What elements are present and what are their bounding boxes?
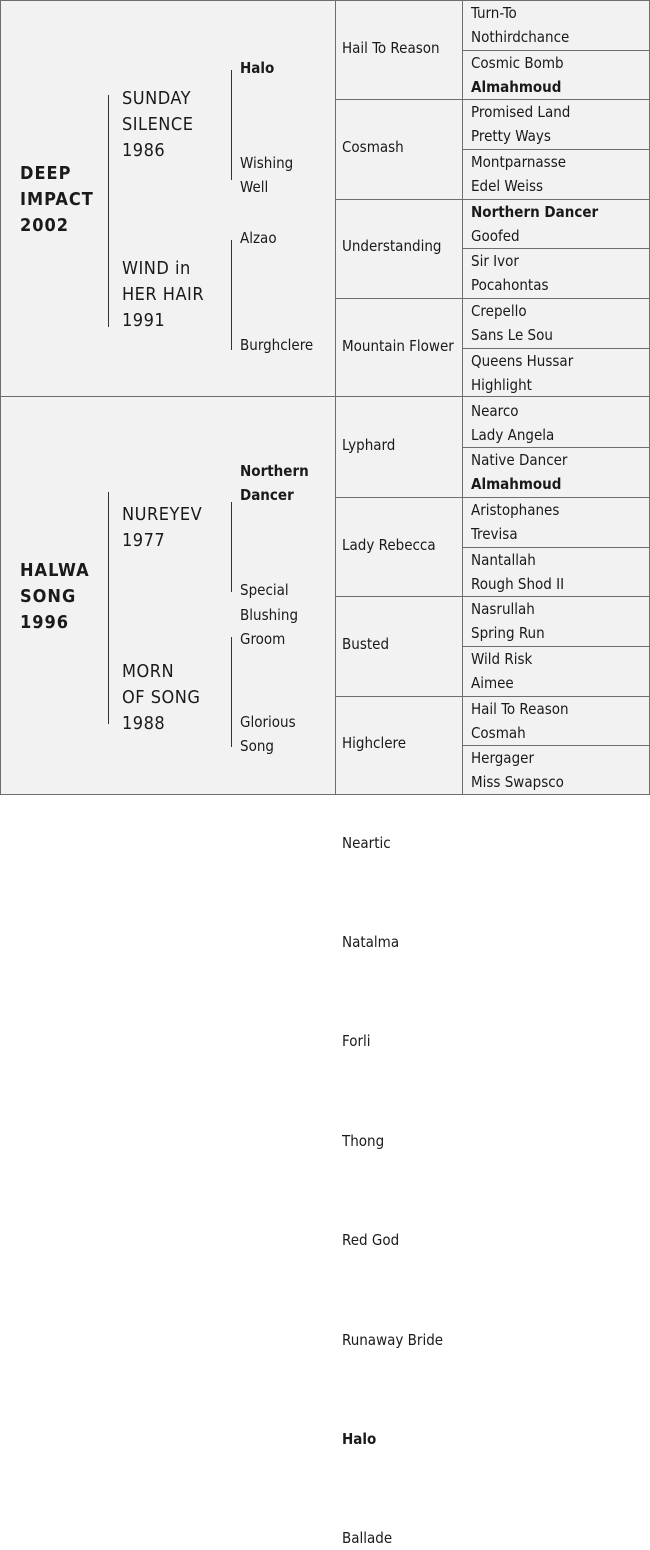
grandparent-name-line: Groom: [240, 630, 286, 648]
great-great-grandparent-pair-line: Hail To Reason: [471, 699, 569, 718]
great-grandparent-name-line: Mountain Flower: [342, 336, 454, 355]
great-great-grandparent-pair-line: Lady Angela: [471, 425, 555, 444]
sire-name-line: 2002: [20, 214, 70, 236]
grandparent-name: [240, 226, 277, 250]
parent-name: [122, 86, 193, 164]
great-great-grandparent-pair-line: Edel Weiss: [471, 177, 544, 196]
great-great-grandparent-pair: [471, 100, 570, 148]
great-grandparent-name-line: Red God: [342, 1231, 400, 1250]
great-great-grandparent-pair: [471, 597, 545, 645]
great-great-grandparent-pair-line: Northern Dancer: [471, 202, 599, 221]
parent-name-line: OF SONG: [122, 687, 201, 708]
great-great-grandparent-pair: [471, 746, 564, 794]
grandparent-name: [240, 333, 313, 357]
great-grandparent-name-line: Ballade: [342, 1529, 393, 1548]
parent-name-line: HER HAIR: [122, 284, 205, 305]
great-grandparent-name-line: Busted: [342, 634, 390, 653]
grandparent-name: [240, 710, 296, 758]
great-grandparent-name-line: Natalma: [342, 933, 400, 952]
parent-name: [122, 659, 200, 737]
sire-name: [20, 161, 94, 239]
grandparent-name-line: Song: [240, 737, 274, 755]
great-great-grandparent-pair: [471, 647, 532, 695]
grandparent-name-line: Alzao: [240, 229, 277, 247]
great-great-grandparent-pair-line: Trevisa: [471, 524, 518, 543]
parent-name-line: SUNDAY: [122, 88, 191, 109]
great-great-grandparent-pair-line: Spring Run: [471, 624, 545, 643]
grandparent-name-line: Northern: [240, 462, 309, 480]
great-great-grandparent-pair-line: Hergager: [471, 749, 534, 768]
great-grandparent-name-line: Hail To Reason: [342, 38, 440, 57]
great-great-grandparent-pair-line: Wild Risk: [471, 649, 533, 668]
sire-name-line: IMPACT: [20, 188, 94, 210]
great-great-grandparent-pair-line: Aristophanes: [471, 500, 560, 519]
great-grandparent-name-line: Forli: [342, 1032, 371, 1051]
great-great-grandparent-pair: [471, 1, 569, 49]
great-great-grandparent-pair-line: Aimee: [471, 673, 514, 692]
great-great-grandparent-pair-line: Rough Shod II: [471, 574, 565, 593]
great-great-grandparent-pair-line: Nasrullah: [471, 600, 535, 619]
great-grandparent-name: [342, 1427, 376, 1451]
great-grandparent-name: [342, 1129, 384, 1153]
parent-name-line: WIND in: [122, 258, 191, 279]
great-grandparent-name: [342, 334, 454, 358]
great-grandparent-name: [342, 1228, 399, 1252]
grandparent-name-line: Wishing: [240, 154, 294, 172]
great-great-grandparent-pair-line: Miss Swapsco: [471, 773, 564, 792]
great-grandparent-name: [342, 731, 406, 755]
great-grandparent-name-line: Lady Rebecca: [342, 535, 436, 554]
great-great-grandparent-pair-line: Promised Land: [471, 103, 571, 122]
parent-name-line: 1986: [122, 140, 166, 161]
great-great-grandparent-pair: [471, 448, 567, 496]
great-grandparent-name-line: Runaway Bride: [342, 1330, 444, 1349]
great-great-grandparent-pair: [471, 498, 559, 546]
great-great-grandparent-pair-line: Sans Le Sou: [471, 326, 553, 345]
sire-bracket: [108, 492, 109, 724]
grandparent-name-line: Special: [240, 581, 289, 599]
great-grandparent-name: [342, 135, 404, 159]
great-great-grandparent-pair-line: Almahmoud: [471, 475, 562, 494]
great-great-grandparent-pair-line: Nantallah: [471, 550, 536, 569]
great-great-grandparent-pair-line: Crepello: [471, 302, 527, 321]
great-great-grandparent-pair-line: Pretty Ways: [471, 127, 551, 146]
parent-bracket: [231, 637, 232, 747]
great-great-grandparent-pair: [471, 548, 564, 596]
parent-bracket: [231, 70, 232, 180]
great-great-grandparent-pair: [471, 249, 549, 297]
great-grandparent-name: [342, 1029, 371, 1053]
great-grandparent-name: [342, 930, 399, 954]
grandparent-name: [240, 603, 298, 651]
great-grandparent-name: [342, 632, 389, 656]
great-great-grandparent-pair: [471, 399, 554, 447]
parent-name-line: MORN: [122, 661, 175, 682]
grandparent-name-line: Halo: [240, 59, 275, 77]
great-grandparent-name: [342, 1526, 392, 1550]
great-grandparent-name-line: Lyphard: [342, 436, 396, 455]
great-grandparent-name-line: Cosmash: [342, 138, 404, 157]
border-left: [0, 0, 1, 795]
great-grandparent-name-line: Neartic: [342, 833, 391, 852]
great-great-grandparent-pair-line: Pocahontas: [471, 276, 549, 295]
grandparent-name: [240, 578, 289, 602]
grandparent-name-line: Well: [240, 178, 269, 196]
great-grandparent-name: [342, 1328, 443, 1352]
parent-name: [122, 502, 202, 554]
great-great-grandparent-pair-line: Sir Ivor: [471, 252, 519, 271]
sire-bracket: [108, 95, 109, 327]
great-grandparent-name-line: Thong: [342, 1131, 385, 1150]
great-great-grandparent-pair: [471, 697, 569, 745]
great-great-grandparent-pair-line: Turn-To: [471, 4, 517, 22]
great-great-grandparent-pair-line: Nearco: [471, 401, 519, 420]
grandparent-name-line: Dancer: [240, 486, 294, 504]
great-great-grandparent-pair-line: Goofed: [471, 226, 520, 245]
great-grandparent-name-line: Halo: [342, 1429, 377, 1448]
great-great-grandparent-pair-line: Native Dancer: [471, 451, 568, 470]
great-grandparent-name-line: Highclere: [342, 734, 407, 753]
sire-name: [20, 558, 90, 636]
parent-name-line: NUREYEV: [122, 504, 203, 525]
grandparent-name: [240, 459, 309, 507]
grandparent-name: [240, 56, 274, 80]
parent-bracket: [231, 240, 232, 350]
great-great-grandparent-pair: [471, 200, 598, 248]
grandparent-name-line: Glorious: [240, 713, 296, 731]
column-divider-1: [335, 0, 336, 795]
great-great-grandparent-pair-line: Nothirdchance: [471, 28, 570, 46]
sire-name-line: 1996: [20, 611, 70, 633]
grandparent-name-line: Blushing: [240, 606, 299, 624]
great-grandparent-name: [342, 533, 436, 557]
grandparent-name-line: Burghclere: [240, 336, 314, 354]
great-grandparent-name-line: Understanding: [342, 237, 442, 256]
parent-name: [122, 256, 204, 334]
great-great-grandparent-pair-line: Almahmoud: [471, 77, 562, 96]
parent-bracket: [231, 502, 232, 592]
great-great-grandparent-pair: [471, 150, 566, 198]
sire-name-line: DEEP: [20, 162, 72, 184]
great-great-grandparent-pair: [471, 51, 564, 99]
great-great-grandparent-pair-line: Montparnasse: [471, 153, 567, 172]
great-grandparent-name: [342, 36, 440, 60]
great-grandparent-name: [342, 433, 395, 457]
column-divider-2: [462, 0, 463, 795]
great-grandparent-name: [342, 831, 391, 855]
parent-name-line: 1977: [122, 530, 166, 551]
great-great-grandparent-pair-line: Cosmic Bomb: [471, 53, 564, 72]
parent-name-line: SILENCE: [122, 114, 194, 135]
great-great-grandparent-pair-line: Queens Hussar: [471, 351, 574, 370]
great-great-grandparent-pair-line: Cosmah: [471, 723, 526, 742]
parent-name-line: 1991: [122, 310, 166, 331]
great-great-grandparent-pair: [471, 299, 553, 347]
great-great-grandparent-pair: [471, 349, 573, 397]
great-grandparent-name: [342, 234, 441, 258]
grandparent-name: [240, 151, 293, 199]
parent-name-line: 1988: [122, 713, 166, 734]
great-great-grandparent-pair-line: Highlight: [471, 375, 532, 394]
sire-name-line: HALWA: [20, 559, 90, 581]
sire-name-line: SONG: [20, 585, 77, 607]
